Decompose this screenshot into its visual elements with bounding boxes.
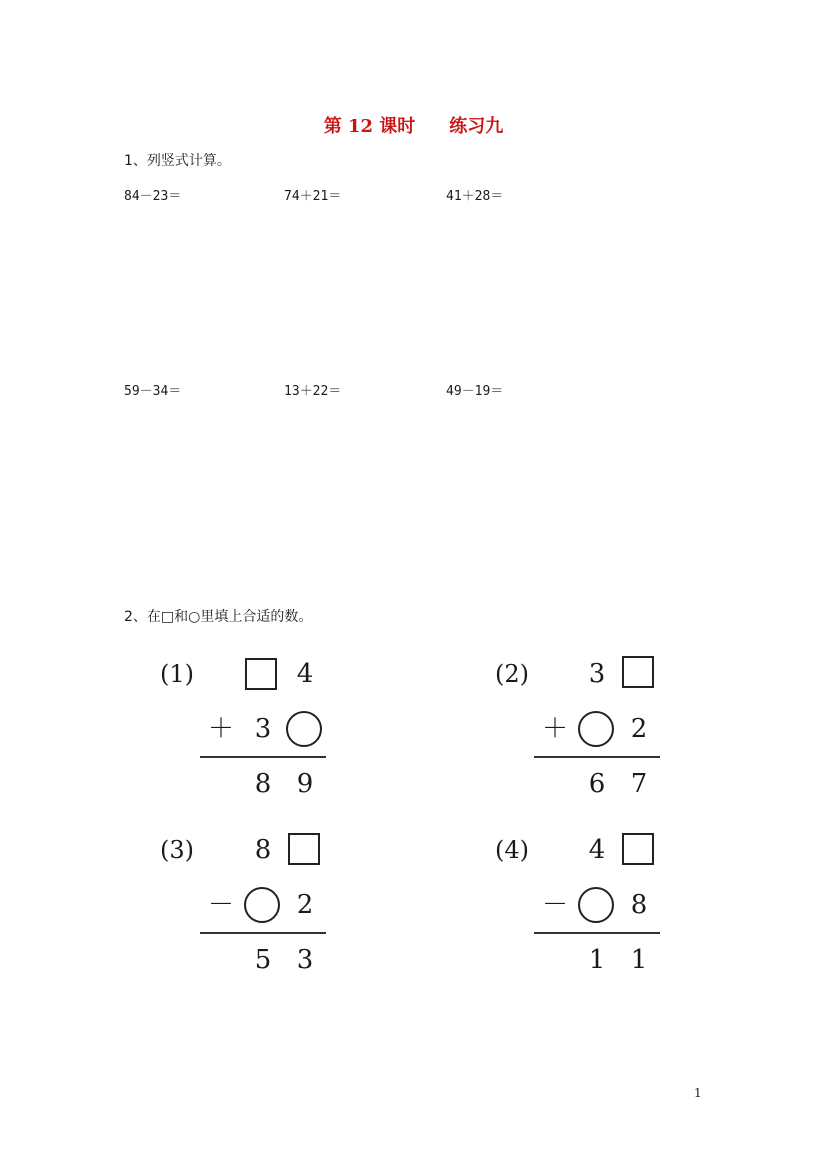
digit: 4: [588, 835, 606, 865]
blank-square[interactable]: [622, 656, 654, 688]
digit: 1: [588, 945, 606, 975]
problem-label: (3): [160, 836, 194, 864]
digit: 8: [254, 769, 272, 799]
page-number: 1: [694, 1086, 702, 1100]
expression: 59－34＝: [124, 384, 182, 399]
expression: 49－19＝: [446, 384, 504, 399]
plus-sign: ＋: [208, 714, 235, 744]
blank-square[interactable]: [245, 658, 277, 690]
digit: 9: [296, 769, 314, 799]
digit: 7: [630, 769, 648, 799]
digit: 5: [254, 945, 272, 975]
difference-line: [200, 932, 326, 934]
blank-square[interactable]: [622, 833, 654, 865]
digit: 3: [296, 945, 314, 975]
sum-line: [534, 756, 660, 758]
blank-circle[interactable]: [244, 887, 280, 923]
question-2-heading: 2、在□和○里填上合适的数。: [124, 609, 313, 625]
blank-circle[interactable]: [286, 711, 322, 747]
minus-sign: －: [542, 890, 569, 920]
plus-sign: ＋: [542, 714, 569, 744]
digit: 2: [296, 890, 314, 920]
digit: 1: [630, 945, 648, 975]
digit: 3: [254, 714, 272, 744]
digit: 6: [588, 769, 606, 799]
question-1-heading: 1、列竖式计算。: [124, 153, 231, 169]
problem-label: (4): [495, 836, 529, 864]
lesson-topic: 练习九: [449, 116, 504, 137]
problem-label: (1): [160, 660, 194, 688]
problem-label: (2): [495, 660, 529, 688]
expression: 41＋28＝: [446, 189, 504, 204]
digit: 4: [296, 659, 314, 689]
digit: 8: [630, 890, 648, 920]
expression: 84－23＝: [124, 189, 182, 204]
expression: 74＋21＝: [284, 189, 342, 204]
difference-line: [534, 932, 660, 934]
page-title: [0, 112, 827, 138]
blank-circle[interactable]: [578, 711, 614, 747]
sum-line: [200, 756, 326, 758]
blank-square[interactable]: [288, 833, 320, 865]
digit: 3: [588, 659, 606, 689]
digit: 8: [254, 835, 272, 865]
blank-circle[interactable]: [578, 887, 614, 923]
digit: 2: [630, 714, 648, 744]
expression: 13＋22＝: [284, 384, 342, 399]
lesson-number: 第 12 课时: [323, 116, 416, 137]
minus-sign: －: [208, 890, 235, 920]
